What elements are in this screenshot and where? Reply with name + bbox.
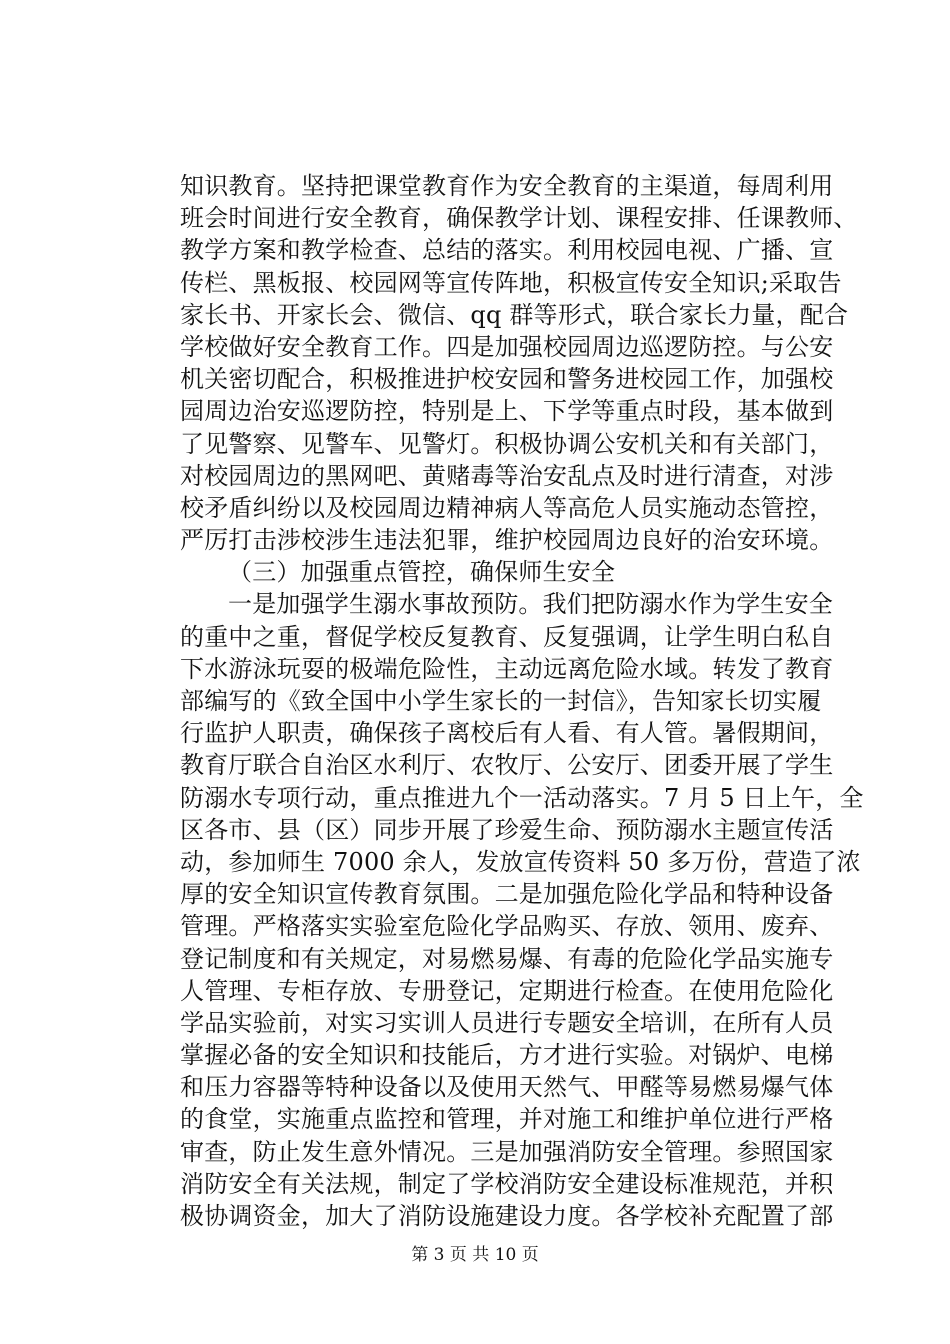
text-line: 人管理、专柜存放、专册登记，定期进行检查。在使用危险化 bbox=[180, 976, 834, 1005]
text-line: 班会时间进行安全教育，确保教学计划、课程安排、任课教师、 bbox=[180, 204, 858, 233]
text-line: 园周边治安巡逻防控，特别是上、下学等重点时段，基本做到 bbox=[180, 397, 834, 426]
text-line: 防溺水专项行动，重点推进九个一活动落实。7 月 5 日上午，全 bbox=[180, 783, 864, 812]
text-line: 动，参加师生 7000 余人，发放宣传资料 50 多万份，营造了浓 bbox=[180, 847, 861, 876]
text-line: 和压力容器等特种设备以及使用天然气、甲醛等易燃易爆气体 bbox=[180, 1073, 834, 1102]
text-line: 消防安全有关法规，制定了学校消防安全建设标准规范，并积 bbox=[180, 1169, 834, 1198]
text-line: 掌握必备的安全知识和技能后，方才进行实验。对锅炉、电梯 bbox=[180, 1041, 834, 1070]
text-line: 学品实验前，对实习实训人员进行专题安全培训，在所有人员 bbox=[180, 1008, 834, 1037]
text-line: 管理。严格落实实验室危险化学品购买、存放、领用、废弃、 bbox=[180, 912, 834, 941]
text-line: 机关密切配合，积极推进护校安园和警务进校园工作，加强校 bbox=[180, 365, 834, 394]
body-text bbox=[180, 170, 864, 1232]
text-line: 厚的安全知识宣传教育氛围。二是加强危险化学品和特种设备 bbox=[180, 880, 834, 909]
text-line: 下水游泳玩耍的极端危险性，主动远离危险水域。转发了教育 bbox=[180, 654, 834, 683]
text-line: 教育厅联合自治区水利厅、农牧厅、公安厅、团委开展了学生 bbox=[180, 751, 834, 780]
text-line: 行监护人职责，确保孩子离校后有人看、有人管。暑假期间， bbox=[180, 719, 834, 748]
page-footer bbox=[0, 1244, 950, 1266]
text-line: 校矛盾纠纷以及校园周边精神病人等高危人员实施动态管控， bbox=[180, 493, 834, 522]
text-line: 的食堂，实施重点监控和管理，并对施工和维护单位进行严格 bbox=[180, 1105, 834, 1134]
text-line: 区各市、县（区）同步开展了珍爱生命、预防溺水主题宣传活 bbox=[180, 815, 834, 844]
text-line: 登记制度和有关规定，对易燃易爆、有毒的危险化学品实施专 bbox=[180, 944, 834, 973]
section-heading: （三）加强重点管控，确保师生安全 bbox=[228, 558, 616, 587]
page-number: 第 3 页 共 10 页 bbox=[411, 1245, 539, 1265]
text-line: 传栏、黑板报、校园网等宣传阵地，积极宣传安全知识;采取告 bbox=[180, 268, 842, 297]
text-line: 对校园周边的黑网吧、黄赌毒等治安乱点及时进行清查，对涉 bbox=[180, 461, 834, 490]
text-line: 的重中之重，督促学校反复教育、反复强调，让学生明白私自 bbox=[180, 622, 834, 651]
text-line: 部编写的《致全国中小学生家长的一封信》，告知家长切实履 bbox=[180, 687, 822, 715]
text-line: 严厉打击涉校涉生违法犯罪，维护校园周边良好的治安环境。 bbox=[180, 526, 834, 555]
text-line: 教学方案和教学检查、总结的落实。利用校园电视、广播、宣 bbox=[180, 236, 834, 265]
text-line: 一是加强学生溺水事故预防。我们把防溺水作为学生安全 bbox=[228, 590, 833, 619]
text-line: 极协调资金，加大了消防设施建设力度。各学校补充配置了部 bbox=[180, 1202, 834, 1230]
text-line: 审查，防止发生意外情况。三是加强消防安全管理。参照国家 bbox=[180, 1137, 834, 1166]
text-line: 学校做好安全教育工作。四是加强校园周边巡逻防控。与公安 bbox=[180, 332, 834, 361]
text-line: 家长书、开家长会、微信、qq 群等形式，联合家长力量，配合 bbox=[180, 300, 849, 329]
text-line: 知识教育。坚持把课堂教育作为安全教育的主渠道，每周利用 bbox=[180, 172, 834, 200]
text-line: 了见警察、见警车、见警灯。积极协调公安机关和有关部门， bbox=[180, 429, 834, 458]
